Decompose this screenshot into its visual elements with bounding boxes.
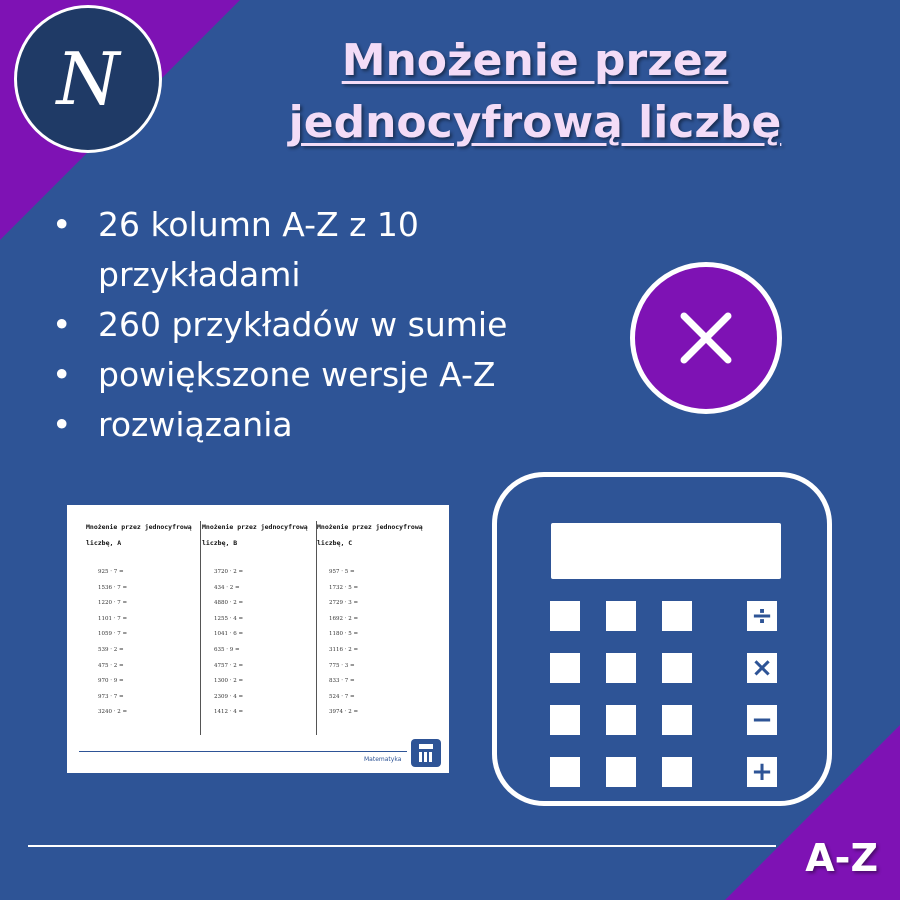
worksheet-example: 957 · 5 = [329,569,355,575]
worksheet-example: 539 · 2 = [98,646,124,653]
worksheet-footer-line [79,751,407,752]
feature-item: • 26 kolumn A-Z z 10 przykładami [52,200,612,300]
calculator-key [662,757,692,787]
worksheet-example: 434 · 2 = [214,584,240,591]
calculator-key [550,653,580,683]
feature-item: • rozwiązania [52,400,612,450]
page-title [205,30,865,154]
calculator-key [550,757,580,787]
az-badge: A-Z [805,836,878,880]
worksheet-example: 1059 · 7 = [98,631,128,638]
worksheet-example: 3974 · 2 = [329,709,359,716]
worksheet-example: 4757 · 2 = [214,662,244,669]
worksheet-example: 970 · 9 = [98,678,124,685]
worksheet-example: 524 · 7 = [329,693,355,700]
worksheet-example: 1536 · 7 = [98,584,128,591]
calculator-screen [551,523,781,579]
calculator-key [606,705,636,735]
worksheet-example: 925 · 7 = [98,569,124,575]
worksheet-example: 1255 · 4 = [214,615,244,622]
worksheet-example: 1220 · 7 = [98,600,128,607]
worksheet-column-a [86,519,196,721]
minus-key: − [747,705,777,735]
bottom-divider [28,845,776,847]
worksheet-column-b [202,519,312,721]
worksheet-example: 1732 · 5 = [329,584,359,591]
calculator-key [662,601,692,631]
feature-item: • powiększone wersje A-Z [52,350,612,400]
worksheet-example: 3720 · 2 = [214,569,244,575]
title-line-1: Mnożenie przez [341,35,729,86]
worksheet-example: 1692 · 2 = [329,615,359,622]
worksheet-preview [67,505,449,773]
worksheet-example: 3116 · 2 = [329,646,359,653]
worksheet-example: 833 · 7 = [329,678,355,685]
calculator-key [606,757,636,787]
plus-key: + [747,757,777,787]
worksheet-example: 1300 · 2 = [214,678,244,685]
worksheet-example: 3240 · 2 = [98,709,128,716]
calculator-key [606,653,636,683]
worksheet-example: 2309 · 4 = [214,693,244,700]
worksheet-example: 1412 · 4 = [214,709,244,716]
logo-letter: N [56,37,120,121]
small-calculator-icon [411,739,441,767]
multiply-icon [676,308,736,368]
worksheet-example: 1041 · 6 = [214,631,244,638]
worksheet-column-c [317,519,427,721]
multiply-key: × [747,653,777,683]
worksheet-example: 4880 · 2 = [214,600,244,607]
calculator-key [606,601,636,631]
calculator-key [662,705,692,735]
worksheet-example: 475 · 2 = [98,662,124,669]
feature-item: • 260 przykładów w sumie [52,300,612,350]
calculator-key [550,601,580,631]
worksheet-column-title: Mnożenie przez jednocyfrową liczbę, C [317,523,423,547]
calculator-key [662,653,692,683]
multiply-badge [630,262,782,414]
worksheet-example: 1101 · 7 = [98,615,128,622]
title-line-2: jednocyfrową liczbę [288,97,782,148]
calculator-icon [492,472,832,806]
calculator-key [550,705,580,735]
worksheet-column-title: Mnożenie przez jednocyfrową liczbę, B [202,523,308,547]
worksheet-example: 1180 · 5 = [329,631,359,638]
feature-list [52,200,612,450]
worksheet-column-title: Mnożenie przez jednocyfrową liczbę, A [86,523,192,547]
worksheet-footer-text: Matematyka [364,756,402,763]
worksheet-example: 775 · 3 = [329,662,355,669]
worksheet-example: 973 · 7 = [98,693,124,700]
brand-logo [14,5,162,153]
divide-key: ÷ [747,601,777,631]
worksheet-example: 2729 · 3 = [329,600,359,607]
column-divider [200,521,201,735]
worksheet-example: 635 · 9 = [214,646,240,653]
